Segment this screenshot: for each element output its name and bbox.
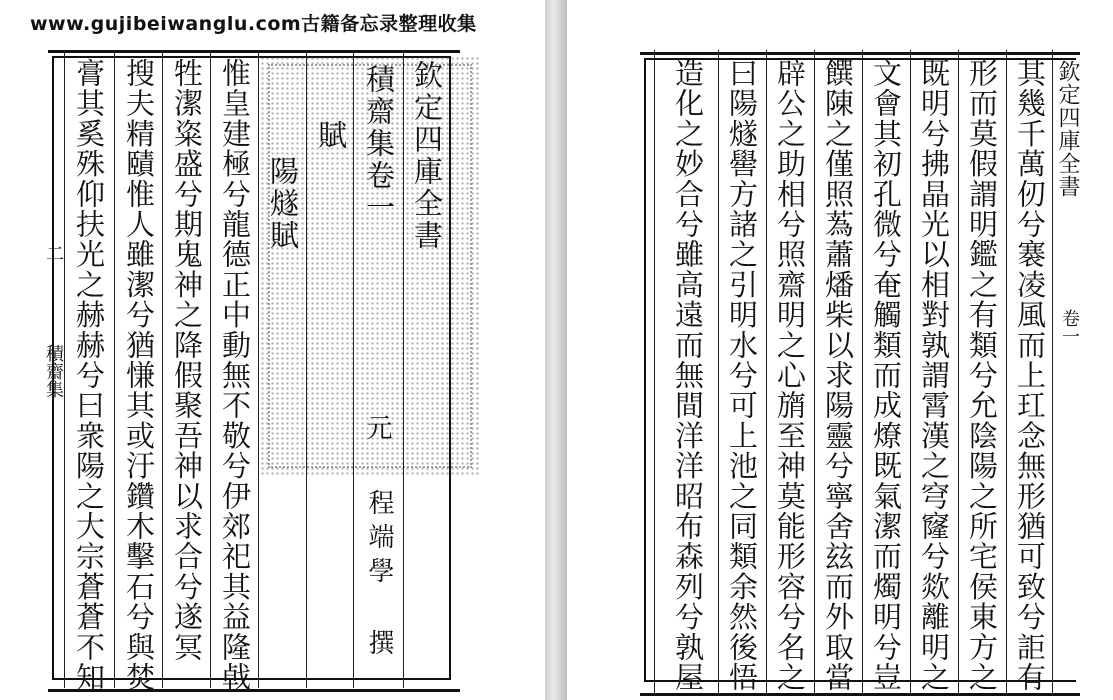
left-page: [43, 44, 460, 694]
author-suffix: 撰: [364, 629, 394, 658]
column-divider: [64, 50, 65, 688]
column-divider: [353, 50, 354, 688]
text-column: 形而莫假謂明鑑之有類兮允陰陽之所宅侯東方之: [965, 58, 999, 693]
side-header: 卷一: [1059, 309, 1080, 345]
column-divider: [258, 50, 259, 688]
column-divider: [1052, 50, 1053, 694]
book-title: 積齋集卷一: [362, 64, 396, 224]
text-column: 惟皇建極兮龍德正中動無不敬兮伊郊祀其益隆㦸: [218, 58, 252, 693]
text-column: 牲潔粢盛兮期鬼神之降假聚吾神以求合兮遂冥: [170, 58, 204, 662]
bottom-rule: [640, 693, 1080, 696]
column-divider: [958, 50, 959, 694]
watermark-text: www.gujibeiwanglu.com古籍备忘录整理收集: [30, 13, 477, 35]
text-column: 既明兮拂晶光以相對孰謂霄漢之穹窿兮欻離明之: [917, 58, 951, 693]
right-page: [640, 44, 1080, 700]
text-column: 搜夫精賾惟人雖潔兮猶慊其或汙鑽木擊石兮與焚: [122, 58, 156, 693]
column-divider: [766, 50, 767, 694]
column-divider: [910, 50, 911, 694]
side-mark: 積齋集: [43, 344, 64, 398]
text-column: 辟公之助相兮照齋明之心旓至神莫能形容兮名之: [773, 58, 807, 693]
book-gutter: [545, 0, 567, 700]
genre-label: 賦: [314, 120, 348, 152]
bottom-rule: [48, 689, 460, 692]
page-header: 欽定四庫全書: [1055, 60, 1080, 198]
piece-title: 陽燧賦: [266, 156, 300, 252]
text-column: 文會其初孔微兮奄觸類而成燎既氣潔而燭明兮豈: [869, 58, 903, 693]
top-rule: [48, 50, 460, 53]
column-divider: [162, 50, 163, 688]
column-divider: [814, 50, 815, 694]
dynasty-label: 元: [362, 414, 392, 443]
author-name: 程端學: [364, 489, 394, 591]
text-column: 饌陳之僅照蒍蕭燔柴以求陽靈兮寧舍玆而外取當: [821, 58, 855, 693]
text-column: 曰陽燧嚳方諸之引明水兮可上池之同類余然後悟: [725, 58, 759, 693]
page-header: 欽定四庫全書: [410, 60, 444, 252]
top-rule: [640, 52, 1080, 55]
column-divider: [1006, 50, 1007, 694]
column-divider: [403, 50, 404, 688]
column-divider: [718, 50, 719, 694]
text-column: 膏其奚殊仰扶光之赫赫兮曰衆陽之大宗蒼蒼不知: [72, 58, 106, 693]
column-divider: [862, 50, 863, 694]
column-divider: [210, 50, 211, 688]
side-mark: 二: [43, 244, 64, 262]
text-column: 其幾千萬仞兮褰凌風而上玒念無形猶可致兮詎有: [1013, 58, 1047, 693]
column-divider: [306, 50, 307, 688]
text-column: 造化之妙合兮雖高遠而無間洋洋昭布森列兮孰屋: [671, 58, 705, 693]
column-divider: [114, 50, 115, 688]
column-divider: [654, 50, 655, 694]
text-frame: [644, 58, 1080, 682]
